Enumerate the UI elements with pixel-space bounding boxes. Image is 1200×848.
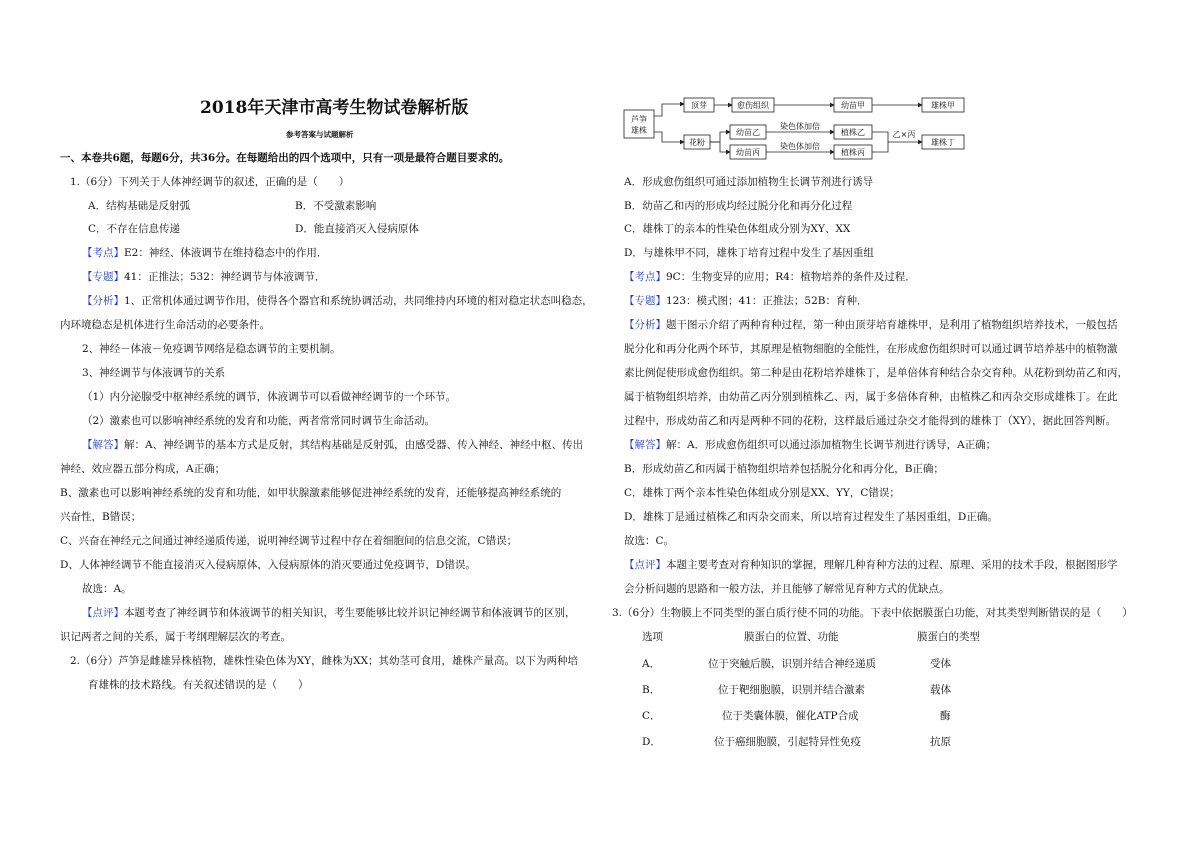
q2-zhuanti bbox=[624, 294, 867, 308]
table-row-d-type: 抗原 bbox=[930, 736, 951, 748]
jieda-text: 解：A．形成愈伤组织可以通过添加植物生长调节剂进行诱导，A正确； bbox=[666, 439, 997, 451]
q1-fenxi-3: 3、神经调节与体液调节的关系 bbox=[82, 367, 226, 379]
diagram-seedling-yi: 幼苗乙 bbox=[736, 128, 760, 137]
diagram-double-2: 染色体加倍 bbox=[780, 142, 820, 151]
diagram-male-ding: 雄株丁 bbox=[931, 138, 955, 147]
section-header: 一、本卷共6题，每题6分，共36分。在每题给出的四个选项中，只有一项是最符合题目要求的。 bbox=[60, 152, 510, 164]
table-row-c-type: 酶 bbox=[940, 710, 951, 722]
table-row-a-type: 受体 bbox=[930, 658, 951, 670]
diagram-seedling-bing: 幼苗丙 bbox=[736, 148, 760, 157]
q2-dianping-2: 会分析问题的思路和一般方法，并且能够了解常见育种方式的优缺点。 bbox=[624, 583, 950, 595]
q1-fenxi-1b: 内环境稳态是机体进行生命活动的必要条件。 bbox=[60, 319, 270, 331]
q1-dianping-2: 识记两者之间的关系，属于考纲理解层次的考查。 bbox=[60, 631, 291, 643]
diagram-pollen: 花粉 bbox=[689, 138, 705, 147]
q2-fenxi-4: 属于植物组织培养，由幼苗乙丙分别到植株乙、丙，属于多倍体育种，由植株乙和丙杂交形成雄株丁。在此 bbox=[624, 391, 1118, 403]
q1-stem: 1.（6分）下列关于人体神经调节的叙述，正确的是（ ） bbox=[70, 176, 350, 188]
breeding-diagram bbox=[622, 96, 972, 166]
q2-fenxi-2: 脱分化和再分化两个环节，其原理是植物细胞的全能性，在形成愈伤组织时可以通过调节培养基中的植物激 bbox=[624, 343, 1118, 355]
diagram-plant-yi: 植株乙 bbox=[841, 128, 865, 137]
table-row-b-option: B． bbox=[642, 684, 661, 696]
fenxi-tag: 【分析】 bbox=[624, 319, 666, 331]
diagram-start-line2: 雄株 bbox=[631, 126, 647, 135]
q1-fenxi-3a: （1）内分泌腺受中枢神经系统的调节，体液调节可以看做神经调节的一个环节。 bbox=[82, 391, 457, 403]
page-title: 2018年天津市高考生物试卷解析版 bbox=[200, 98, 469, 118]
q1-jieda-a2: 神经、效应器五部分构成，A正确； bbox=[60, 463, 226, 475]
diagram-cross: 乙×丙 bbox=[892, 130, 916, 139]
q2-jieda-c: C．雄株丁两个亲本性染色体组成分别是XX、YY，C错误； bbox=[624, 487, 900, 499]
q1-fenxi-3b: （2）激素也可以影响神经系统的发育和功能，两者常常同时调节生命活动。 bbox=[82, 415, 436, 427]
dianping-tag: 【点评】 bbox=[624, 559, 666, 571]
kaodian-text: 9C：生物变异的应用；R4：植物培养的条件及过程． bbox=[666, 271, 916, 283]
jieda-tag: 【解答】 bbox=[82, 439, 124, 451]
q1-option-d: D．能直接消灭入侵病原体 bbox=[295, 223, 419, 235]
q1-jieda-d: D、人体神经调节不能直接消灭入侵病原体，入侵病原体的消灭要通过免疫调节，D错误。 bbox=[60, 559, 476, 571]
q1-conclusion: 故选：A。 bbox=[82, 583, 132, 595]
diagram-seedling-jia: 幼苗甲 bbox=[841, 101, 865, 110]
q2-option-c: C．雄株丁的亲本的性染色体组成分别为XY、XX bbox=[624, 223, 851, 235]
q1-option-a: A．结构基础是反射弧 bbox=[88, 200, 191, 212]
q2-jieda bbox=[624, 438, 996, 452]
q2-dianping bbox=[624, 558, 1118, 572]
q2-option-b: B．幼苗乙和丙的形成均经过脱分化和再分化过程 bbox=[624, 200, 853, 212]
q1-kaodian bbox=[82, 246, 327, 260]
diagram-bud: 顶芽 bbox=[691, 101, 707, 110]
fenxi-text: 题干图示介绍了两种育种过程，第一种由顶芽培育雄株甲，是利用了植物组织培养技术，一般包括 bbox=[666, 319, 1118, 331]
zhuanti-tag: 【专题】 bbox=[624, 295, 666, 307]
page-subtitle: 参考答案与试题解析 bbox=[286, 130, 354, 139]
diagram-double-1: 染色体加倍 bbox=[780, 122, 820, 131]
diagram-male-jia: 雄株甲 bbox=[931, 101, 955, 110]
q1-option-b: B．不受激素影响 bbox=[295, 200, 377, 212]
diagram-plant-bing: 植株丙 bbox=[841, 148, 865, 157]
dianping-tag: 【点评】 bbox=[82, 607, 124, 619]
kaodian-text: E2：神经、体液调节在维持稳态中的作用． bbox=[124, 247, 328, 259]
q1-option-c: C．不存在信息传递 bbox=[88, 223, 181, 235]
jieda-text: 解：A、神经调节的基本方式是反射，其结构基础是反射弧，由感受器、传入神经、神经中枢、传出 bbox=[124, 439, 584, 451]
kaodian-tag: 【考点】 bbox=[82, 247, 124, 259]
q1-dianping bbox=[82, 606, 576, 620]
table-row-a-option: A． bbox=[642, 658, 661, 670]
q2-fenxi bbox=[624, 318, 1118, 332]
q1-zhuanti bbox=[82, 270, 325, 284]
diagram-start-line1: 芦笋 bbox=[631, 115, 647, 124]
kaodian-tag: 【考点】 bbox=[624, 271, 666, 283]
zhuanti-text: 123：模式图；41：正推法；52B：育种． bbox=[666, 295, 868, 307]
table-row-c-option: C． bbox=[642, 710, 661, 722]
q2-fenxi-3: 素比例促使形成愈伤组织。第二种是由花粉培养雄株丁，是单倍体育种结合杂交育种。从花粉到幼苗乙和丙， bbox=[624, 367, 1128, 379]
q2-jieda-d: D．雄株丁是通过植株乙和丙杂交而来，所以培育过程发生了基因重组，D正确。 bbox=[624, 511, 998, 523]
q2-conclusion: 故选：C。 bbox=[624, 535, 675, 547]
table-header-function: 膜蛋白的位置、功能 bbox=[744, 631, 839, 643]
q3-stem: 3.（6分）生物膜上不同类型的蛋白质行使不同的功能。下表中依据膜蛋白功能，对其类型判断错误的是（ ） bbox=[612, 607, 1133, 619]
q1-jieda-b2: 兴奋性，B错误； bbox=[60, 511, 142, 523]
q1-fenxi bbox=[82, 294, 593, 308]
dianping-text: 本题主要考查对育种知识的掌握，理解几种育种方法的过程、原理、采用的技术手段，根据图形学 bbox=[666, 559, 1118, 571]
fenxi-text: 1、正常机体通过调节作用，使得各个器官和系统协调活动，共同维持内环境的相对稳定状态叫稳态， bbox=[124, 295, 593, 307]
q2-kaodian bbox=[624, 270, 916, 284]
table-row-d-option: D． bbox=[642, 736, 661, 748]
diagram-callus: 愈伤组织 bbox=[737, 101, 769, 110]
table-row-c-function: 位于类囊体膜，催化ATP合成 bbox=[722, 710, 859, 722]
q2-fenxi-5: 过程中，形成幼苗乙和丙是两种不同的花粉，这样最后通过杂交才能得到的雄株丁（XY），据此回答判断。 bbox=[624, 415, 1117, 427]
q2-jieda-b: B．形成幼苗乙和丙属于植物组织培养包括脱分化和再分化，B正确； bbox=[624, 463, 944, 475]
table-header-type: 膜蛋白的类型 bbox=[917, 631, 980, 643]
q1-jieda-c: C、兴奋在神经元之间通过神经递质传递，说明神经调节过程中存在着细胞间的信息交流，C错误； bbox=[60, 535, 518, 547]
dianping-text: 本题考查了神经调节和体液调节的相关知识，考生要能够比较并识记神经调节和体液调节的区别， bbox=[124, 607, 576, 619]
table-row-d-function: 位于癌细胞膜，引起特异性免疫 bbox=[714, 736, 861, 748]
q2-stem-2: 育雄株的技术路线。有关叙述错误的是（ ） bbox=[88, 679, 309, 691]
table-row-b-function: 位于靶细胞膜，识别并结合激素 bbox=[718, 684, 865, 696]
q1-jieda-b1: B、激素也可以影响神经系统的发育和功能，如甲状腺激素能够促进神经系统的发育，还能够提高神经系统的 bbox=[60, 487, 562, 499]
table-row-a-function: 位于突触后膜，识别并结合神经递质 bbox=[708, 658, 876, 670]
q2-option-a: A．形成愈伤组织可通过添加植物生长调节剂进行诱导 bbox=[624, 176, 874, 188]
table-row-b-type: 载体 bbox=[930, 684, 951, 696]
q1-jieda bbox=[82, 438, 583, 452]
q1-fenxi-2: 2、神经－体液－免疫调节网络是稳态调节的主要机制。 bbox=[82, 343, 341, 355]
table-header-option: 选项 bbox=[642, 631, 663, 643]
q2-stem-1: 2.（6分）芦笋是雌雄异株植物，雄株性染色体为XY，雌株为XX；其幼茎可食用，雄株产量高。以下为两种培 bbox=[70, 655, 579, 667]
q2-option-d: D．与雄株甲不同，雄株丁培育过程中发生了基因重组 bbox=[624, 247, 874, 259]
fenxi-tag: 【分析】 bbox=[82, 295, 124, 307]
jieda-tag: 【解答】 bbox=[624, 439, 666, 451]
zhuanti-text: 41：正推法；532：神经调节与体液调节． bbox=[124, 271, 326, 283]
zhuanti-tag: 【专题】 bbox=[82, 271, 124, 283]
